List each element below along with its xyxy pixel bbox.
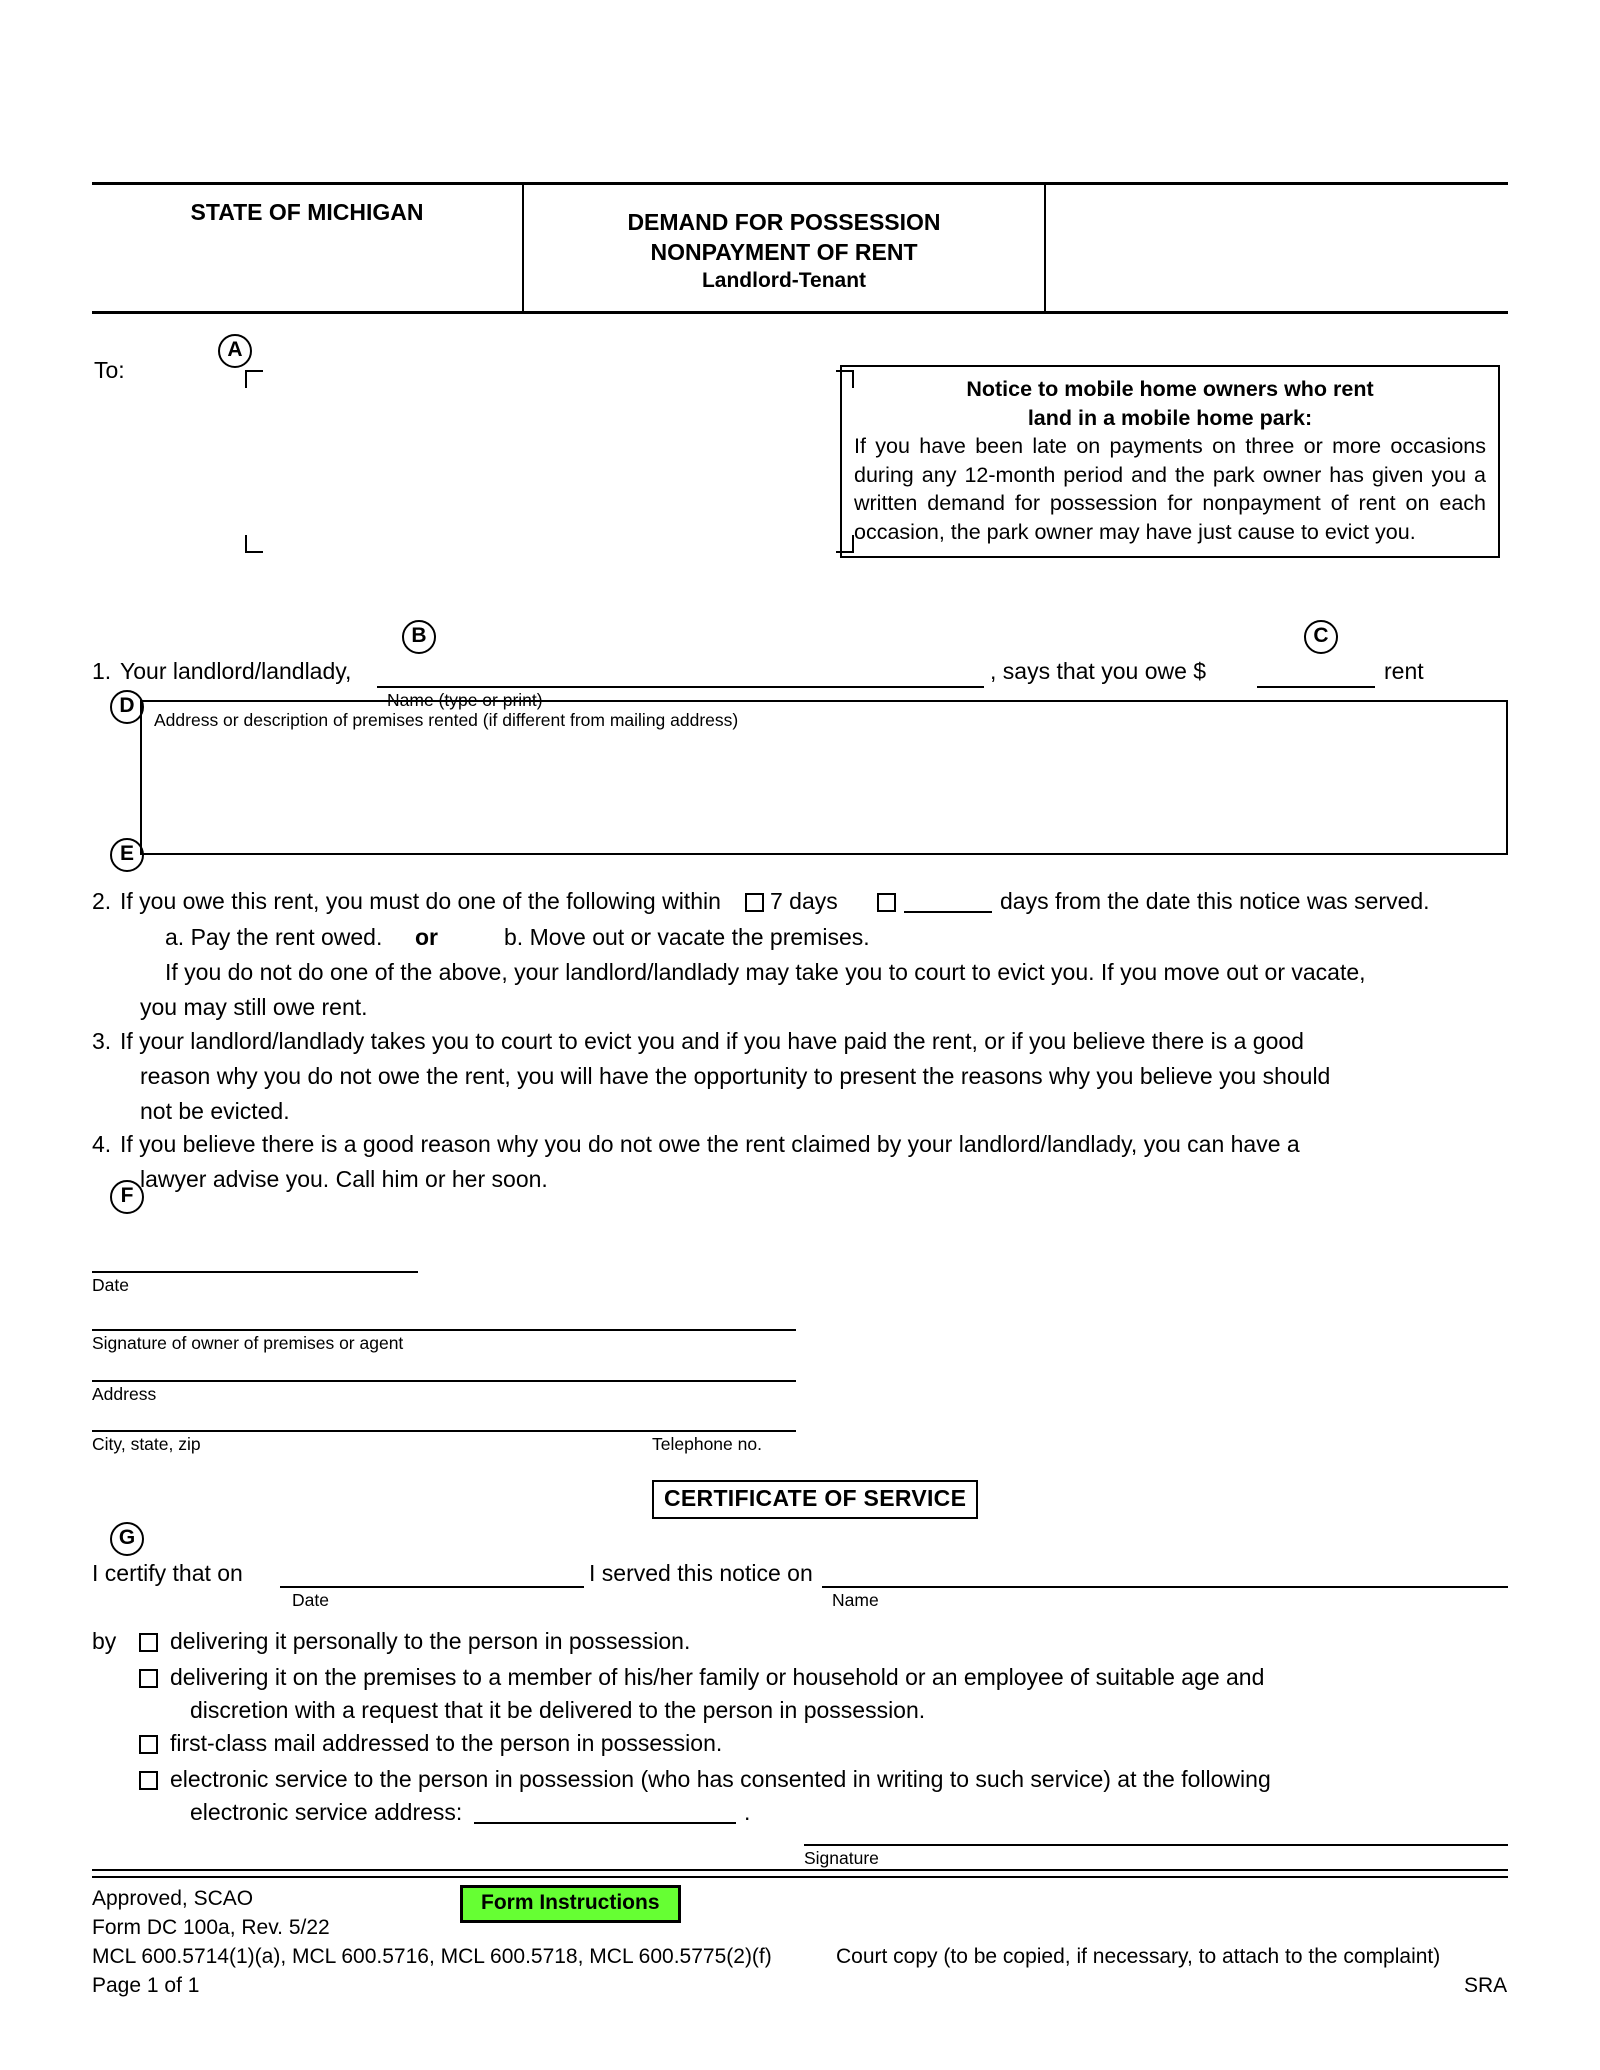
owner-address-field[interactable]: [96, 1352, 790, 1378]
form-sheet: [92, 0, 1508, 2070]
service-option-label-2: first-class mail addressed to the person in possession.: [170, 1730, 723, 1756]
marker-e: E: [110, 838, 144, 872]
item-3-line-2: reason why you do not owe the rent, you will have the opportunity to present the reasons why you believe you should: [140, 1063, 1331, 1089]
item-2-option-a: a. Pay the rent owed.: [165, 924, 383, 950]
header-case-number-cell[interactable]: [1046, 185, 1508, 314]
footer-statutes: MCL 600.5714(1)(a), MCL 600.5716, MCL 600.5718, MCL 600.5775(2)(f): [92, 1945, 772, 1968]
date-signature-rule: [92, 1271, 418, 1273]
electronic-service-address-field[interactable]: [474, 1798, 736, 1824]
marker-b: B: [402, 620, 436, 654]
premises-description-field[interactable]: [154, 738, 1496, 847]
owner-phone-field[interactable]: [652, 1402, 792, 1428]
certificate-signature-field[interactable]: [808, 1816, 1506, 1842]
owner-date-field[interactable]: [96, 1243, 412, 1269]
service-option-label-3-cont: electronic service address:: [190, 1799, 463, 1825]
header-state-cell: [92, 185, 522, 314]
premises-description-caption: Address or description of premises rented (if different from mailing address): [154, 710, 739, 730]
form-instructions-button[interactable]: Form Instructions: [460, 1885, 681, 1923]
owner-city-caption: City, state, zip: [92, 1434, 201, 1454]
certificate-signature-rule: [804, 1844, 1508, 1846]
item-4-line-1: If you believe there is a good reason why you do not owe the rent claimed by your landlord/landlady, you can have a: [120, 1131, 1300, 1157]
header-title-cell: [522, 185, 1046, 314]
item-1-number: 1.: [92, 658, 112, 684]
owner-city-field[interactable]: [96, 1402, 596, 1428]
item-3-line-1: If your landlord/landlady takes you to court to evict you and if you have paid the rent, or if you believe there is a good: [120, 1028, 1304, 1054]
checkbox-electronic-service[interactable]: [139, 1771, 158, 1790]
footer-page-number: Page 1 of 1: [92, 1974, 200, 1997]
owner-signature-rule: [92, 1329, 796, 1331]
item-2-line-1-tail: days from the date this notice was served.: [1000, 888, 1430, 914]
footer-rule-lower: [92, 1876, 1508, 1878]
item-4-line-2: lawyer advise you. Call him or her soon.: [140, 1166, 548, 1192]
owner-signature-field[interactable]: [96, 1300, 790, 1326]
marker-g: G: [110, 1522, 144, 1556]
certificate-signature-caption: Signature: [804, 1848, 879, 1868]
owner-address-caption: Address: [92, 1384, 157, 1404]
form-header-table: [92, 182, 1508, 314]
form-title-line-2: NONPAYMENT OF RENT: [650, 239, 918, 265]
footer-approved: Approved, SCAO: [92, 1887, 254, 1910]
marker-c: C: [1304, 620, 1338, 654]
item-2-option-b: b. Move out or vacate the premises.: [504, 924, 870, 950]
service-date-field[interactable]: [280, 1560, 584, 1588]
certificate-of-service-title: CERTIFICATE OF SERVICE: [652, 1480, 978, 1519]
owner-city-rule: [92, 1430, 796, 1432]
owner-date-caption: Date: [92, 1275, 129, 1295]
marker-a: A: [218, 334, 252, 368]
footer-copy-note: Court copy (to be copied, if necessary, to attach to the complaint): [836, 1945, 1441, 1968]
rent-amount-field[interactable]: [1257, 660, 1375, 688]
item-3-number: 3.: [92, 1028, 112, 1054]
item-1-mid-text: , says that you owe $: [990, 658, 1207, 684]
landlord-name-field[interactable]: [377, 660, 984, 688]
state-of-michigan-label: STATE OF MICHIGAN: [190, 199, 424, 225]
service-option-label-0: delivering it personally to the person in possession.: [170, 1628, 691, 1654]
premises-description-box[interactable]: [140, 700, 1508, 855]
form-title-line-1: DEMAND FOR POSSESSION: [627, 209, 941, 235]
service-date-caption: Date: [292, 1590, 329, 1610]
service-option-label-1-cont: discretion with a request that it be delivered to the person in possession.: [190, 1697, 926, 1723]
checkbox-7-days[interactable]: [745, 893, 764, 912]
checkbox-personal-delivery[interactable]: [139, 1633, 158, 1652]
owner-phone-caption: Telephone no.: [652, 1434, 762, 1454]
service-option-label-3: electronic service to the person in possession (who has consented in writing to such service) at the following: [170, 1766, 1271, 1792]
served-notice-lead: I served this notice on: [589, 1560, 813, 1586]
marker-d: D: [110, 690, 144, 724]
marker-f: F: [110, 1180, 144, 1214]
checkbox-other-days[interactable]: [877, 893, 896, 912]
certify-lead: I certify that on: [92, 1560, 243, 1586]
item-2-number: 2.: [92, 888, 112, 914]
electronic-address-period: .: [744, 1799, 751, 1825]
notice-body: If you have been late on payments on three or more occasions during any 12-month period and the park owner has given you a written demand for possession for nonpayment of rent on each occasion, the park owner may have just cause to evict you.: [854, 434, 1486, 544]
owner-address-rule: [92, 1380, 796, 1382]
notice-title-line-2: land in a mobile home park:: [1027, 405, 1313, 430]
checkbox-substitute-delivery[interactable]: [139, 1669, 158, 1688]
recipient-address-field[interactable]: [262, 385, 822, 535]
owner-signature-caption: Signature of owner of premises or agent: [92, 1333, 404, 1353]
seven-days-label: 7 days: [770, 888, 838, 914]
landlord-name-caption: Name (type or print): [387, 690, 543, 710]
to-label: To:: [94, 357, 125, 383]
recipient-bracket-top-left: [245, 370, 263, 388]
other-days-field[interactable]: [904, 889, 992, 913]
notice-title-line-1: Notice to mobile home owners who rent: [966, 377, 1374, 401]
item-1-lead: Your landlord/landlady,: [120, 658, 352, 684]
by-label: by: [92, 1628, 117, 1654]
checkbox-first-class-mail[interactable]: [139, 1735, 158, 1754]
footer-sra: SRA: [1464, 1974, 1508, 1997]
item-2-or: or: [415, 924, 438, 950]
form-title-line-3: Landlord-Tenant: [701, 269, 867, 292]
item-2-line-1-lead: If you owe this rent, you must do one of the following within: [120, 888, 721, 914]
service-option-label-1: delivering it on the premises to a member of his/her family or household or an employee of suitable age and: [170, 1664, 1265, 1690]
mobile-home-notice-box: [840, 365, 1500, 558]
served-name-caption: Name: [832, 1590, 879, 1610]
item-2-line-4: you may still owe rent.: [140, 994, 368, 1020]
item-2-line-3: If you do not do one of the above, your landlord/landlady may take you to court to evict you. If you move out or vacate,: [165, 959, 1366, 985]
item-3-line-3: not be evicted.: [140, 1098, 290, 1124]
item-1-tail: rent: [1384, 658, 1424, 684]
served-name-field[interactable]: [822, 1560, 1508, 1588]
footer-form-id: Form DC 100a, Rev. 5/22: [92, 1916, 330, 1939]
footer-rule-upper: [92, 1869, 1508, 1871]
item-4-number: 4.: [92, 1131, 112, 1157]
recipient-bracket-bottom-left: [245, 535, 263, 553]
